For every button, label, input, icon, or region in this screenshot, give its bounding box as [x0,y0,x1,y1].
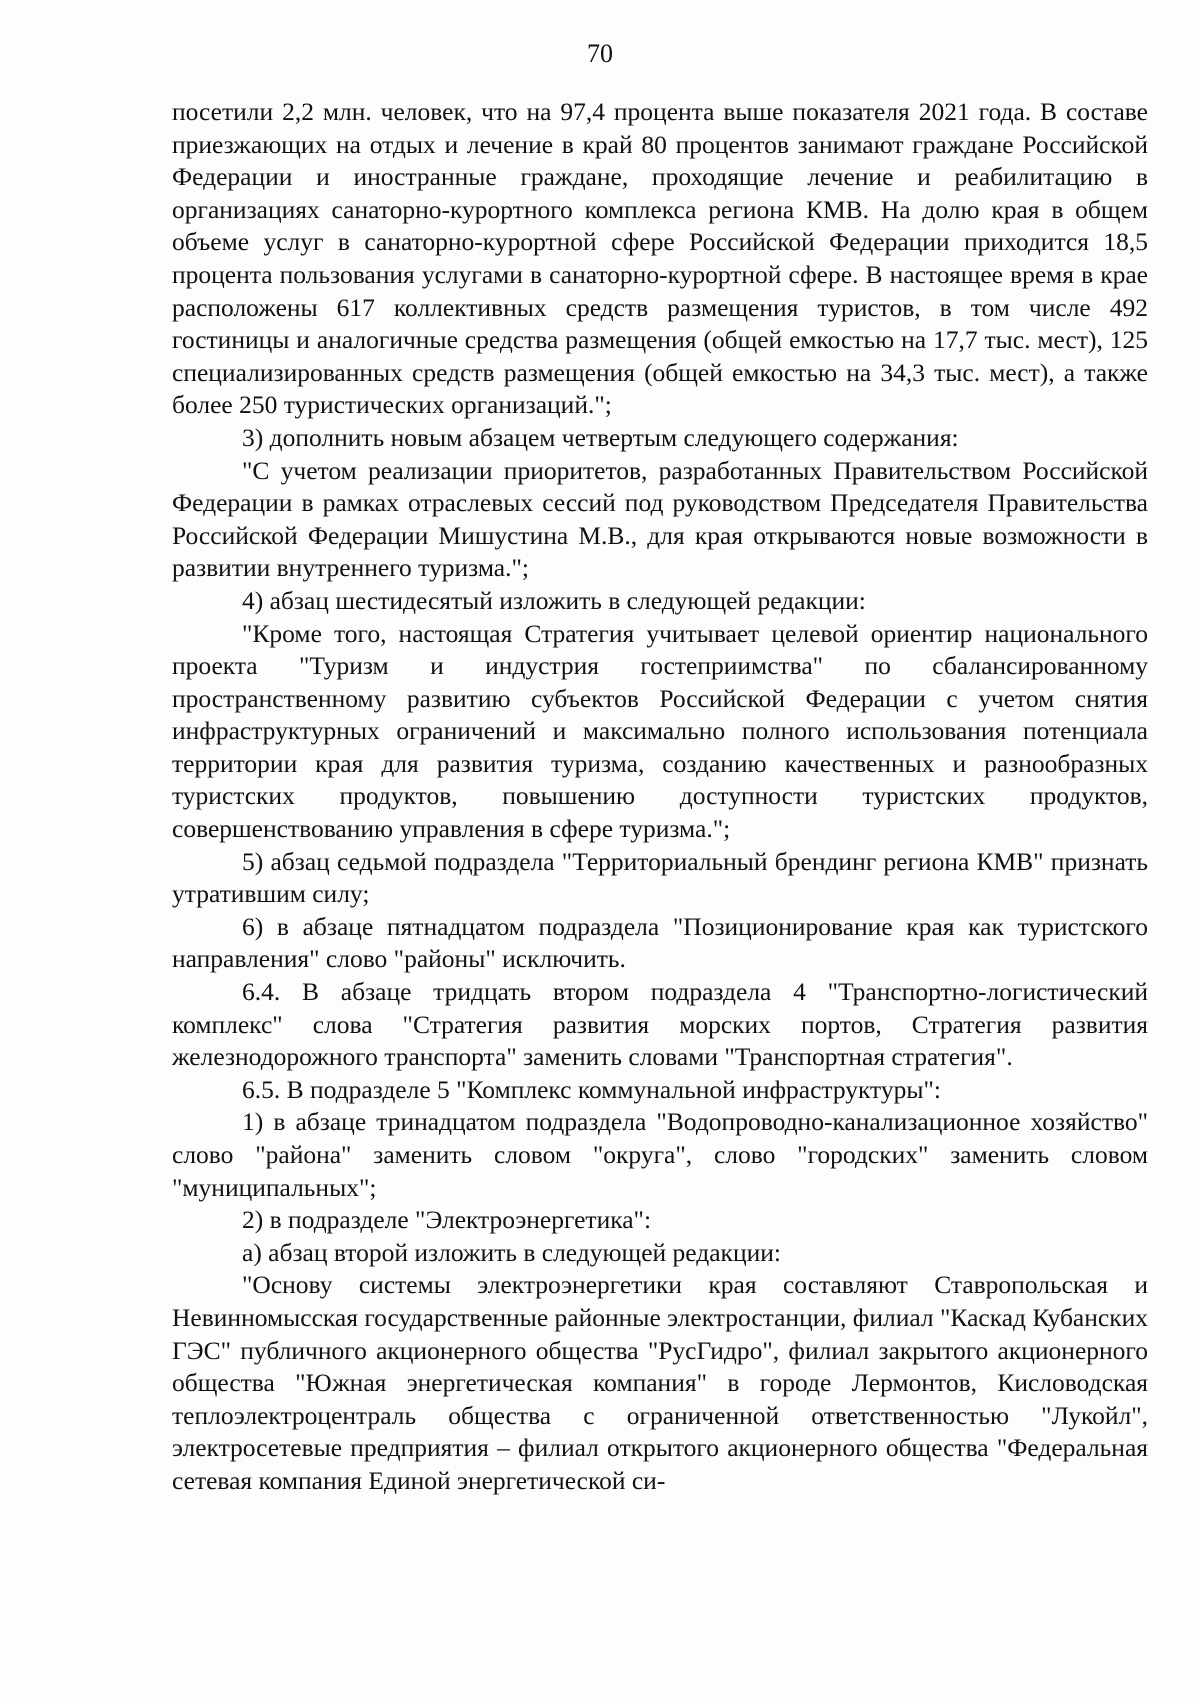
paragraph-4: 4) абзац шестидесятый изложить в следующей редакции: [242,585,866,615]
paragraph-2: 3) дополнить новым абзацем четвертым следующего содержания: [242,422,959,452]
paragraph-6: 5) абзац седьмой подраздела "Территориальный брендинг региона КМВ" признать утратившим силу; [172,846,1148,909]
paragraph-12: а) абзац второй изложить в следующей редакции: [242,1237,781,1267]
paragraph-8: 6.4. В абзаце тридцать втором подраздела 4 "Транспортно-логистический комплекс" слова "Стратегия развития морских портов, Стратегия развития железнодорожного транспорта" заменить словами "Транспортная стратегия". [172,977,1148,1072]
page-number: 70 [587,39,613,68]
paragraph-13: "Основу системы электроэнергетики края составляют Ставропольская и Невинномысская государственные районные электростанции, филиал "Каскад Кубанских ГЭС" публичного акционерного общества "РусГидро", филиал закрытого акционерного общества "Южная энергетическая компания" в городе Лермонтов, Кисловодская теплоэлектроцентраль общества с ограниченной ответственностью "Лукойл", электросетевые предприятия – филиал открытого акционерного общества "Федеральная сетевая компания Единой энергетической си- [172,1270,1148,1495]
paragraph-3: "С учетом реализации приоритетов, разработанных Правительством Российской Федерации в рамках отраслевых сессий под руководством Председателя Правительства Российской Федерации Мишустина М.В., для края открываются новые возможности в развитии внутреннего туризма."; [172,455,1148,583]
paragraph-1: посетили 2,2 млн. человек, что на 97,4 процента выше показателя 2021 года. В составе приезжающих на отдых и лечение в край 80 процентов занимают граждане Российской Федерации и иностранные граждане, проходящие лечение и реабилитацию в организациях санаторно-курортного комплекса региона КМВ. На долю края в общем объеме услуг в санаторно-курортной сфере Российской Федерации приходится 18,5 процента пользования услугами в санаторно-курортной сфере. В настоящее время в крае расположены 617 коллективных средств размещения туристов, в том числе 492 гостиницы и аналогичные средства размещения (общей емкостью на 17,7 тыс. мест), 125 специализированных средств размещения (общей емкостью на 34,3 тыс. мест), а также более 250 туристических организаций."; [172,97,1148,420]
paragraph-11: 2) в подразделе "Электроэнергетика": [242,1205,652,1235]
paragraph-9: 6.5. В подразделе 5 "Комплекс коммунальной инфраструктуры": [242,1074,941,1104]
paragraph-5: "Кроме того, настоящая Стратегия учитывает целевой ориентир национального проекта "Туризм и индустрия гостеприимства" по сбалансированному пространственному развитию субъектов Российской Федерации с учетом снятия инфраструктурных ограничений и максимально полного использования потенциала территории края для развития туризма, созданию качественных и разнообразных туристских продуктов, повышению доступности туристских продуктов, совершенствованию управления в сфере туризма."; [172,618,1148,844]
paragraph-10: 1) в абзаце тринадцатом подраздела "Водопроводно-канализационное хозяйство" слово "района" заменить словом "округа", слово "городских" заменить словом "муниципальных"; [172,1107,1148,1202]
document-body [172,96,1148,1498]
paragraph-7: 6) в абзаце пятнадцатом подраздела "Позиционирование края как туристского направления" слово "районы" исключить. [172,911,1148,974]
